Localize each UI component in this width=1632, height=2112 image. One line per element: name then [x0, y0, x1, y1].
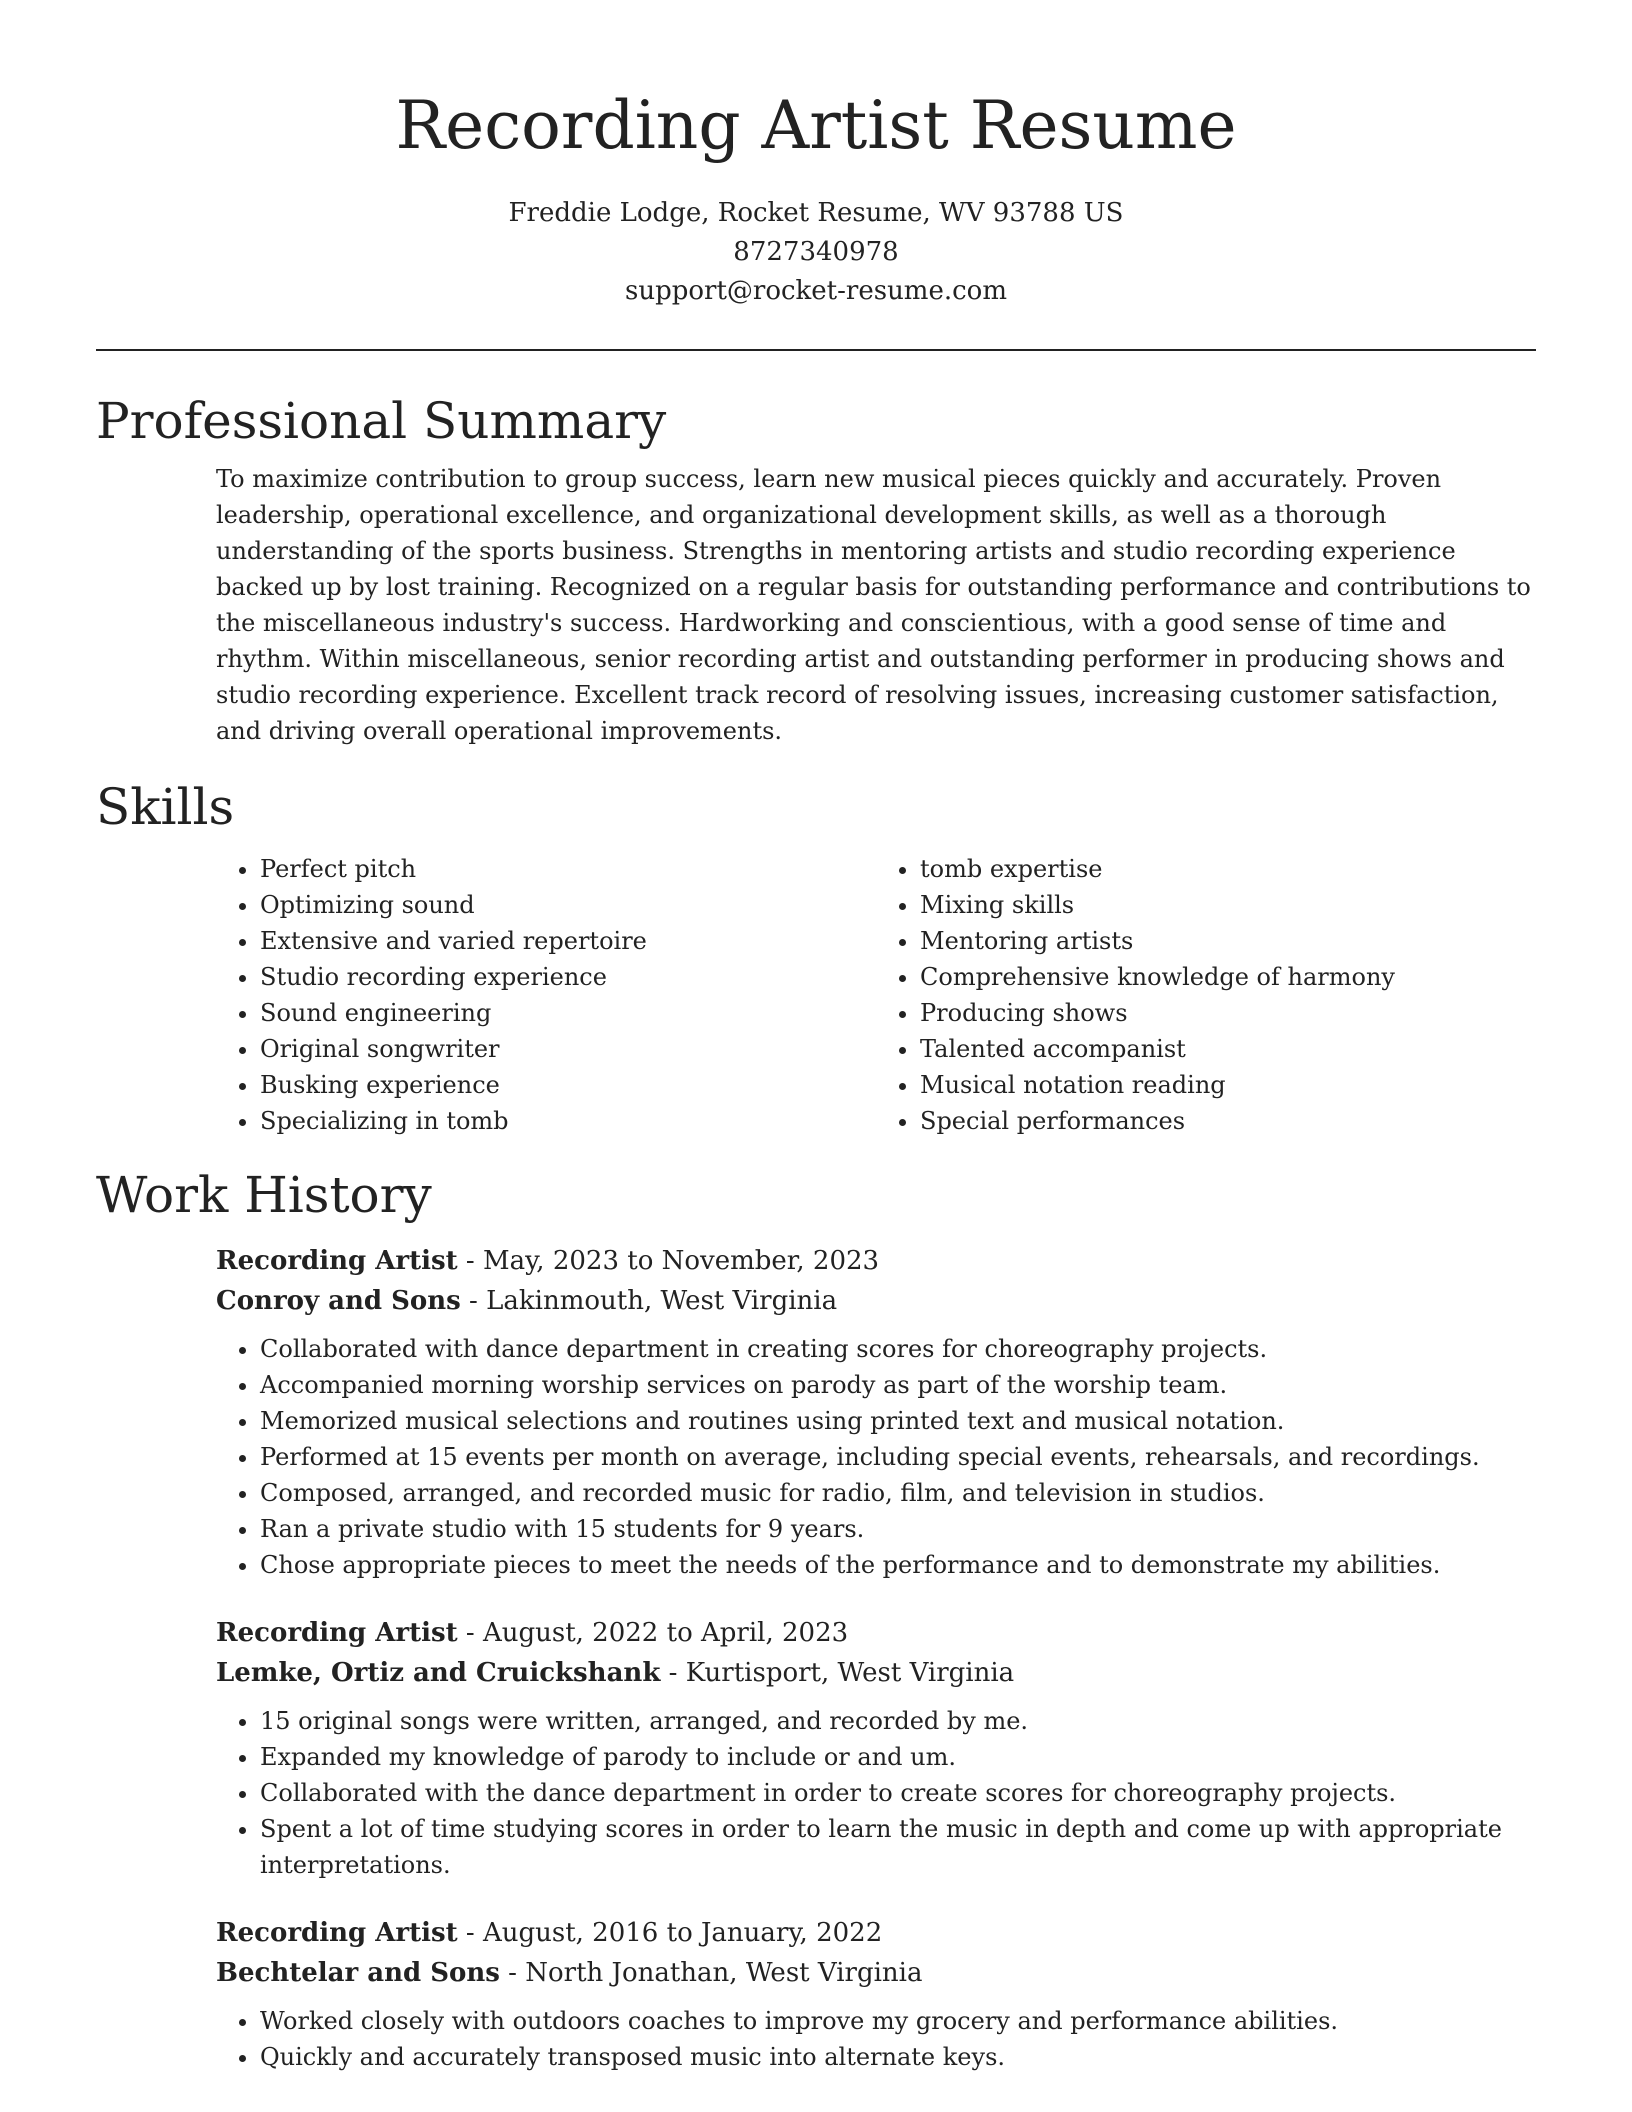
job-bullet: • Memorized musical selections and routines using printed text and musical notation. [260, 1403, 1536, 1439]
job-bullet: • Quickly and accurately transposed music into alternate keys. [260, 2039, 1536, 2075]
job-bullet: • Spent a lot of time studying scores in order to learn the music in depth and come up with appropriate interpretations. [260, 1811, 1536, 1883]
job-bullet: • 15 original songs were written, arranged, and recorded by me. [260, 1703, 1536, 1739]
skill-item: • Talented accompanist [920, 1031, 1536, 1067]
skill-item: • Mixing skills [920, 887, 1536, 923]
work-history-heading: Work History [96, 1166, 432, 1224]
skills-column-right [876, 851, 1536, 1139]
skills-column-left [216, 851, 876, 1139]
job-bullet: • Chose appropriate pieces to meet the needs of the performance and to demonstrate my abilities. [260, 1547, 1536, 1583]
job-title: Recording Artist [216, 1618, 458, 1648]
job-bullets [216, 2003, 1536, 2075]
job-title-line: Recording Artist - May, 2023 to November, 2023 [216, 1246, 880, 1276]
skill-item: • Extensive and varied repertoire [260, 923, 876, 959]
skill-item: • Musical notation reading [920, 1067, 1536, 1103]
page-title: Recording Artist Resume [395, 87, 1237, 164]
skill-item: • Sound engineering [260, 995, 876, 1031]
job-bullet: • Expanded my knowledge of parody to include or and um. [260, 1739, 1536, 1775]
skill-item: • Optimizing sound [260, 887, 876, 923]
job-bullets [216, 1703, 1536, 1883]
job-entry [216, 1913, 1536, 2075]
contact-phone: 8727340978 [733, 237, 899, 267]
job-location: Kurtisport, West Virginia [685, 1658, 1015, 1688]
job-bullet: • Worked closely with outdoors coaches to improve my grocery and performance abilities. [260, 2003, 1536, 2039]
job-bullet: • Accompanied morning worship services on parody as part of the worship team. [260, 1367, 1536, 1403]
job-bullet: • Collaborated with dance department in creating scores for choreography projects. [260, 1331, 1536, 1367]
job-company-line: Bechtelar and Sons - North Jonathan, West Virginia [216, 1958, 923, 1988]
job-entry [216, 1241, 1536, 1583]
job-title: Recording Artist [216, 1246, 458, 1276]
job-location: North Jonathan, West Virginia [525, 1958, 923, 1988]
job-bullet: • Collaborated with the dance department in order to create scores for choreography projects. [260, 1775, 1536, 1811]
job-bullet: • Composed, arranged, and recorded music for radio, film, and television in studios. [260, 1475, 1536, 1511]
job-company-line: Conroy and Sons - Lakinmouth, West Virginia [216, 1286, 838, 1316]
skill-item: • Busking experience [260, 1067, 876, 1103]
job-bullet: • Ran a private studio with 15 students for 9 years. [260, 1511, 1536, 1547]
job-bullet: • Performed at 15 events per month on average, including special events, rehearsals, and recordings. [260, 1439, 1536, 1475]
job-company-line: Lemke, Ortiz and Cruickshank - Kurtisport, West Virginia [216, 1658, 1015, 1688]
contact-address: Freddie Lodge, Rocket Resume, WV 93788 US [508, 198, 1124, 228]
job-company: Conroy and Sons [216, 1286, 461, 1316]
skill-item: • Studio recording experience [260, 959, 876, 995]
job-entry [216, 1613, 1536, 1883]
job-title-line: Recording Artist - August, 2022 to April, 2023 [216, 1618, 849, 1648]
skill-item: • Comprehensive knowledge of harmony [920, 959, 1536, 995]
job-company: Bechtelar and Sons [216, 1958, 500, 1988]
skill-item: • Mentoring artists [920, 923, 1536, 959]
skills-heading: Skills [96, 778, 235, 836]
header-divider [96, 349, 1536, 351]
contact-email: support@rocket-resume.com [624, 276, 1007, 306]
job-dates: May, 2023 to November, 2023 [482, 1246, 880, 1276]
skill-item: • Specializing in tomb [260, 1103, 876, 1139]
job-title: Recording Artist [216, 1918, 458, 1948]
job-dates: August, 2022 to April, 2023 [482, 1618, 849, 1648]
skill-item: • Original songwriter [260, 1031, 876, 1067]
skills-list [216, 851, 1536, 1139]
skill-item: • tomb expertise [920, 851, 1536, 887]
summary-heading: Professional Summary [96, 392, 667, 450]
job-dates: August, 2016 to January, 2022 [482, 1918, 883, 1948]
job-location: Lakinmouth, West Virginia [486, 1286, 838, 1316]
resume-header [0, 0, 1632, 311]
summary-text: To maximize contribution to group success, learn new musical pieces quickly and accurately. Proven leadership, operational excellence, and organizational development skills, as well as a thorough understanding of the sports business. Strengths in mentoring artists and studio recording experience backed up by lost training. Recognized on a regular basis for outstanding performance and contributions to the miscellaneous industry's success. Hardworking and conscientious, with a good sense of time and rhythm. Within miscellaneous, senior recording artist and outstanding performer in producing shows and studio recording experience. Excellent track record of resolving issues, increasing customer satisfaction, and driving overall operational improvements. [216, 465, 1531, 745]
skill-item: • Special performances [920, 1103, 1536, 1139]
job-company: Lemke, Ortiz and Cruickshank [216, 1658, 661, 1688]
skill-item: • Perfect pitch [260, 851, 876, 887]
contact-block [0, 194, 1632, 311]
job-title-line: Recording Artist - August, 2016 to January, 2022 [216, 1918, 883, 1948]
job-bullets [216, 1331, 1536, 1583]
skill-item: • Producing shows [920, 995, 1536, 1031]
